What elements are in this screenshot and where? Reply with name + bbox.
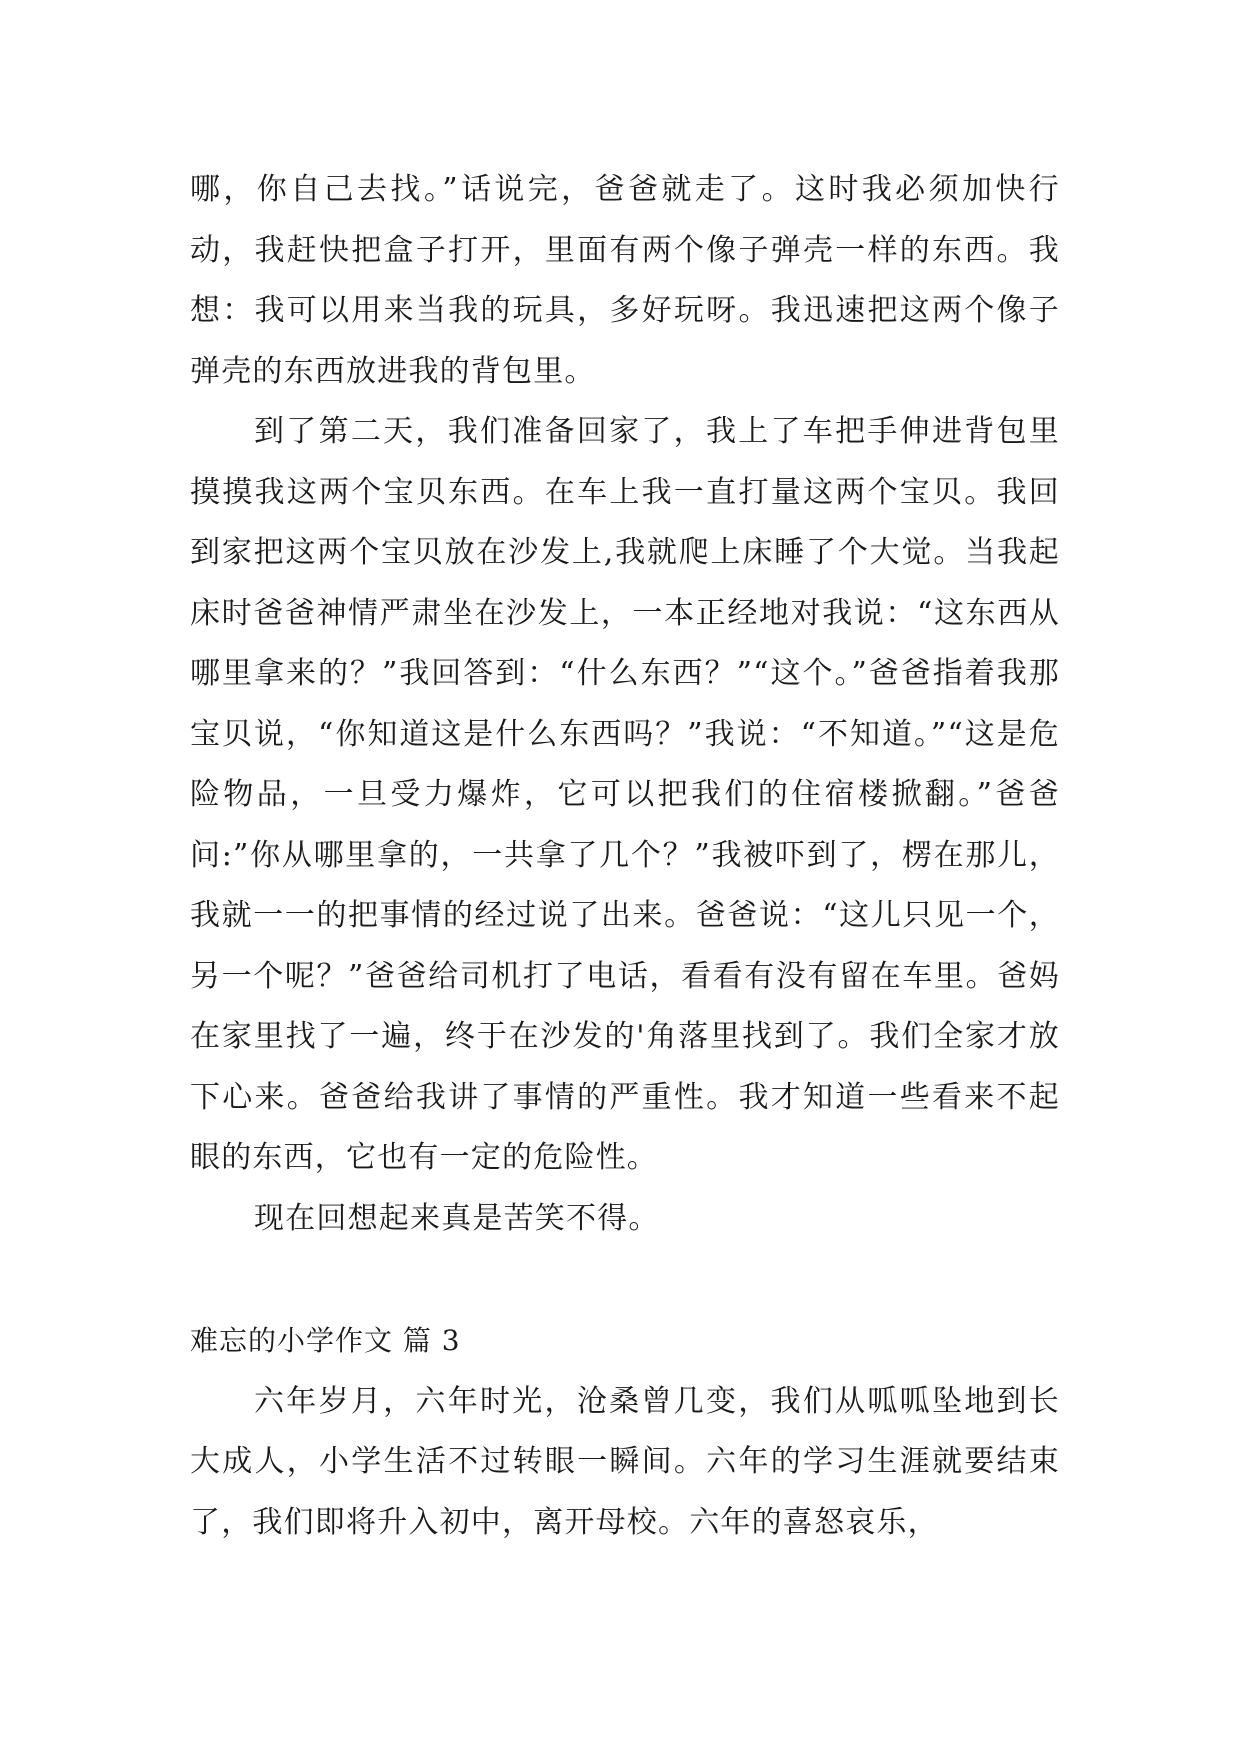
section-heading: 难忘的小学作文 篇 3 <box>190 1324 461 1357</box>
section-gap <box>190 1249 1060 1311</box>
document-page <box>190 160 1060 1553</box>
paragraph-1: 哪，你自己去找。”话说完，爸爸就走了。这时我必须加快行动，我赶快把盒子打开，里面有两个像子弹壳一样的东西。我想：我可以用来当我的玩具，多好玩呀。我迅速把这两个像子弹壳的东西放进我的背包里。 <box>190 172 1060 389</box>
paragraph-4: 六年岁月，六年时光，沧桑曾几变，我们从呱呱坠地到长大成人，小学生活不过转眼一瞬间。六年的学习生涯就要结束了，我们即将升入初中，离开母校。六年的喜怒哀乐， <box>190 1383 1060 1540</box>
paragraph-2: 到了第二天，我们准备回家了，我上了车把手伸进背包里摸摸我这两个宝贝东西。在车上我一直打量这两个宝贝。我回到家把这两个宝贝放在沙发上,我就爬上床睡了个大觉。当我起床时爸爸神情严肃坐在沙发上，一本正经地对我说：“这东西从哪里拿来的？”我回答到：“什么东西？”“这个。”爸爸指着我那宝贝说，“你知道这是什么东西吗？”我说：“不知道。”“这是危险物品，一旦受力爆炸，它可以把我们的住宿楼掀翻。”爸爸问:”你从哪里拿的，一共拿了几个？”我被吓到了，楞在那儿，我就一一的把事情的经过说了出来。爸爸说：“这儿只见一个，另一个呢？”爸爸给司机打了电话，看看有没有留在车里。爸妈在家里找了一遍，终于在沙发的'角落里找到了。我们全家才放下心来。爸爸给我讲了事情的严重性。我才知道一些看来不起眼的东西，它也有一定的危险性。 <box>190 414 1060 1175</box>
paragraph-3: 现在回想起来真是苦笑不得。 <box>254 1200 660 1236</box>
